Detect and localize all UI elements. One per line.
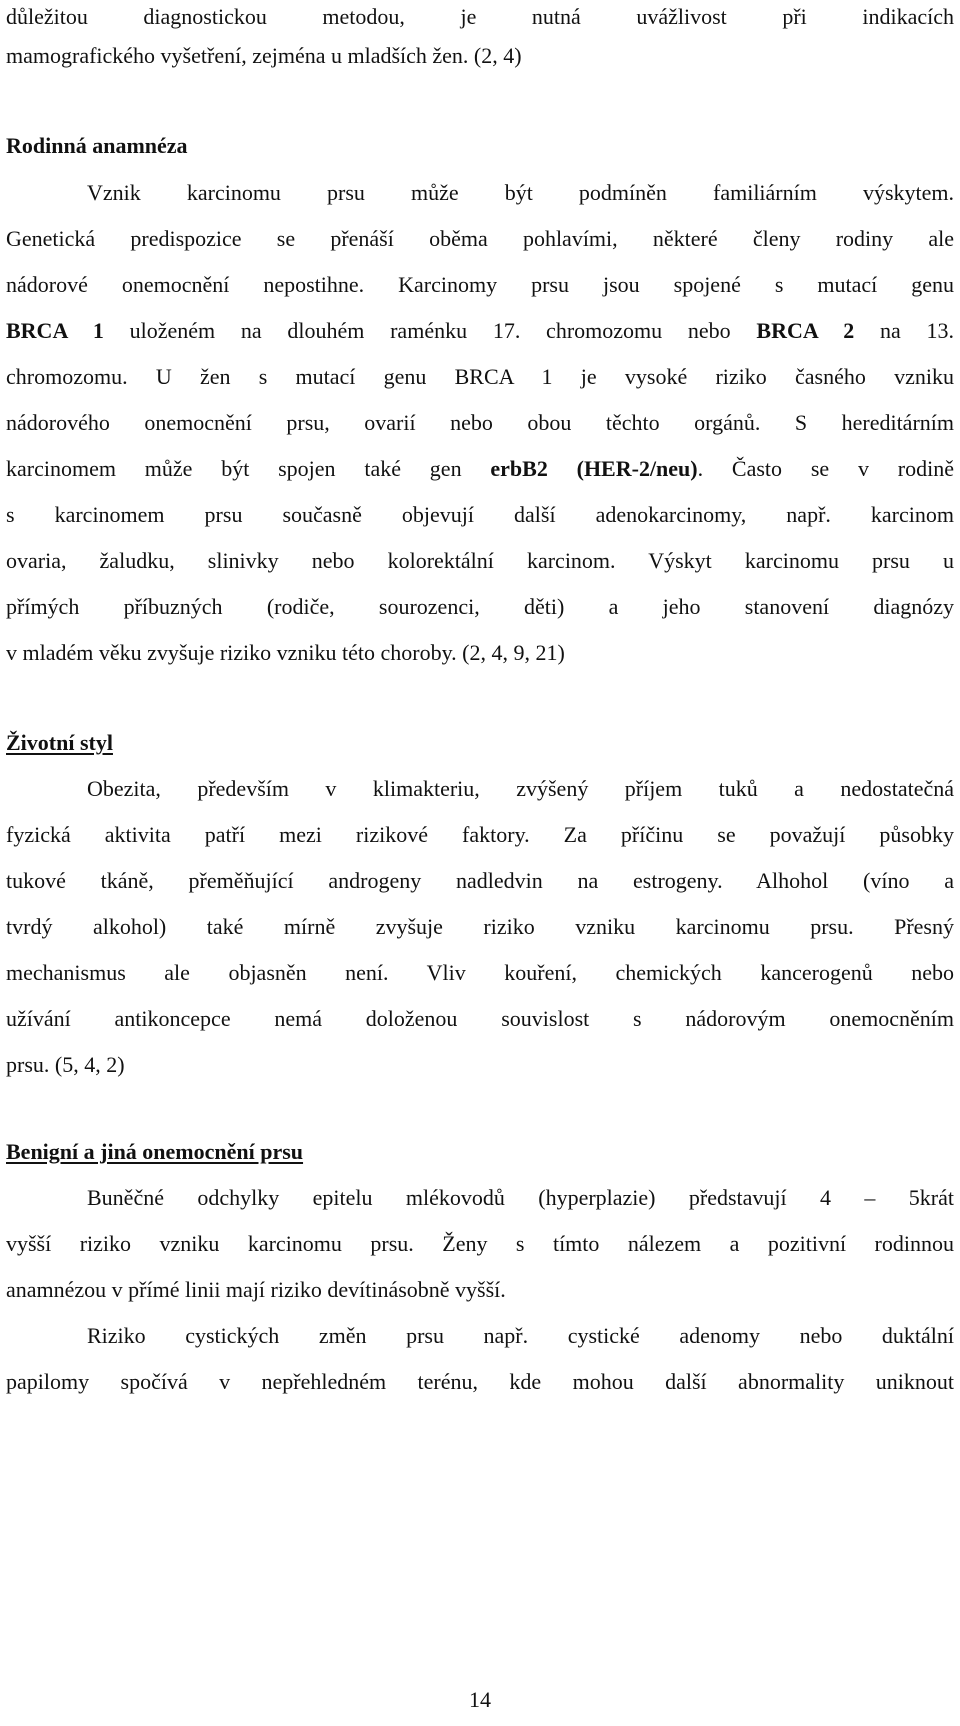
paragraph-line: s karcinomem prsu současně objevují další adenokarcinomy, např. karcinom: [6, 502, 954, 527]
paragraph-line: nádorové onemocnění nepostihne. Karcinomy prsu jsou spojené s mutací genu: [6, 272, 954, 297]
section-heading-benigni: Benigní a jiná onemocnění prsu: [6, 1139, 304, 1164]
paragraph-line: papilomy spočívá v nepřehledném terénu, kde mohou další abnormality uniknout: [6, 1369, 954, 1394]
paragraph-line: Buněčné odchylky epitelu mlékovodů (hyperplazie) představují 4 – 5krát: [87, 1185, 954, 1210]
page-number: 14: [469, 1687, 491, 1712]
paragraph-line: mechanismus ale objasněn není. Vliv kouření, chemických kancerogenů nebo: [6, 960, 954, 985]
paragraph-line: prsu. (5, 4, 2): [6, 1052, 125, 1077]
text-segment: karcinomem může být spojen také gen: [6, 456, 491, 481]
paragraph-line: vyšší riziko vzniku karcinomu prsu. Ženy s tímto nálezem a pozitivní rodinnou: [6, 1231, 954, 1256]
paragraph-line: tukové tkáně, přeměňující androgeny nadledvin na estrogeny. Alhohol (víno a: [6, 868, 954, 893]
paragraph-line: Obezita, především v klimakteriu, zvýšený příjem tuků a nedostatečná: [87, 776, 954, 801]
paragraph-line: [6, 454, 954, 484]
paragraph-line: tvrdý alkohol) také mírně zvyšuje riziko vzniku karcinomu prsu. Přesný: [6, 914, 954, 939]
text-segment: na 13.: [854, 318, 955, 343]
paragraph-line: chromozomu. U žen s mutací genu BRCA 1 je vysoké riziko časného vzniku: [6, 364, 954, 389]
gene-name-brca1: BRCA 1: [6, 318, 104, 343]
gene-name-erbb2: erbB2 (HER-2/neu): [490, 456, 698, 481]
paragraph-line: Vznik karcinomu prsu může být podmíněn familiárním výskytem.: [87, 180, 954, 205]
paragraph-line: anamnézou v přímé linii mají riziko devítinásobně vyšší.: [6, 1277, 506, 1302]
text-segment: . Často se v rodině: [697, 456, 954, 481]
paragraph-line: v mladém věku zvyšuje riziko vzniku této choroby. (2, 4, 9, 21): [6, 640, 565, 665]
paragraph-line: fyzická aktivita patří mezi rizikové faktory. Za příčinu se považují působky: [6, 822, 954, 847]
paragraph-line: důležitou diagnostickou metodou, je nutná uvážlivost při indikacích: [6, 4, 954, 29]
paragraph-line: užívání antikoncepce nemá doloženou souvislost s nádorovým onemocněním: [6, 1006, 954, 1031]
section-heading-rodinna-anamneza: Rodinná anamnéza: [6, 133, 188, 158]
paragraph-line: Genetická predispozice se přenáší oběma pohlavími, některé členy rodiny ale: [6, 226, 954, 251]
paragraph-line: ovaria, žaludku, slinivky nebo kolorektální karcinom. Výskyt karcinomu prsu u: [6, 548, 954, 573]
text-segment: uloženém na dlouhém raménku 17. chromozomu nebo: [103, 318, 757, 343]
paragraph-line: [6, 316, 954, 346]
paragraph-line: přímých příbuzných (rodiče, sourozenci, děti) a jeho stanovení diagnózy: [6, 594, 954, 619]
paragraph-line: nádorového onemocnění prsu, ovarií nebo obou těchto orgánů. S hereditárním: [6, 410, 954, 435]
paragraph-line: mamografického vyšetření, zejména u mladších žen. (2, 4): [6, 43, 522, 68]
section-heading-zivotni-styl: Životní styl: [6, 730, 113, 755]
gene-name-brca2: BRCA 2: [756, 318, 855, 343]
paragraph-line: Riziko cystických změn prsu např. cystické adenomy nebo duktální: [87, 1323, 954, 1348]
